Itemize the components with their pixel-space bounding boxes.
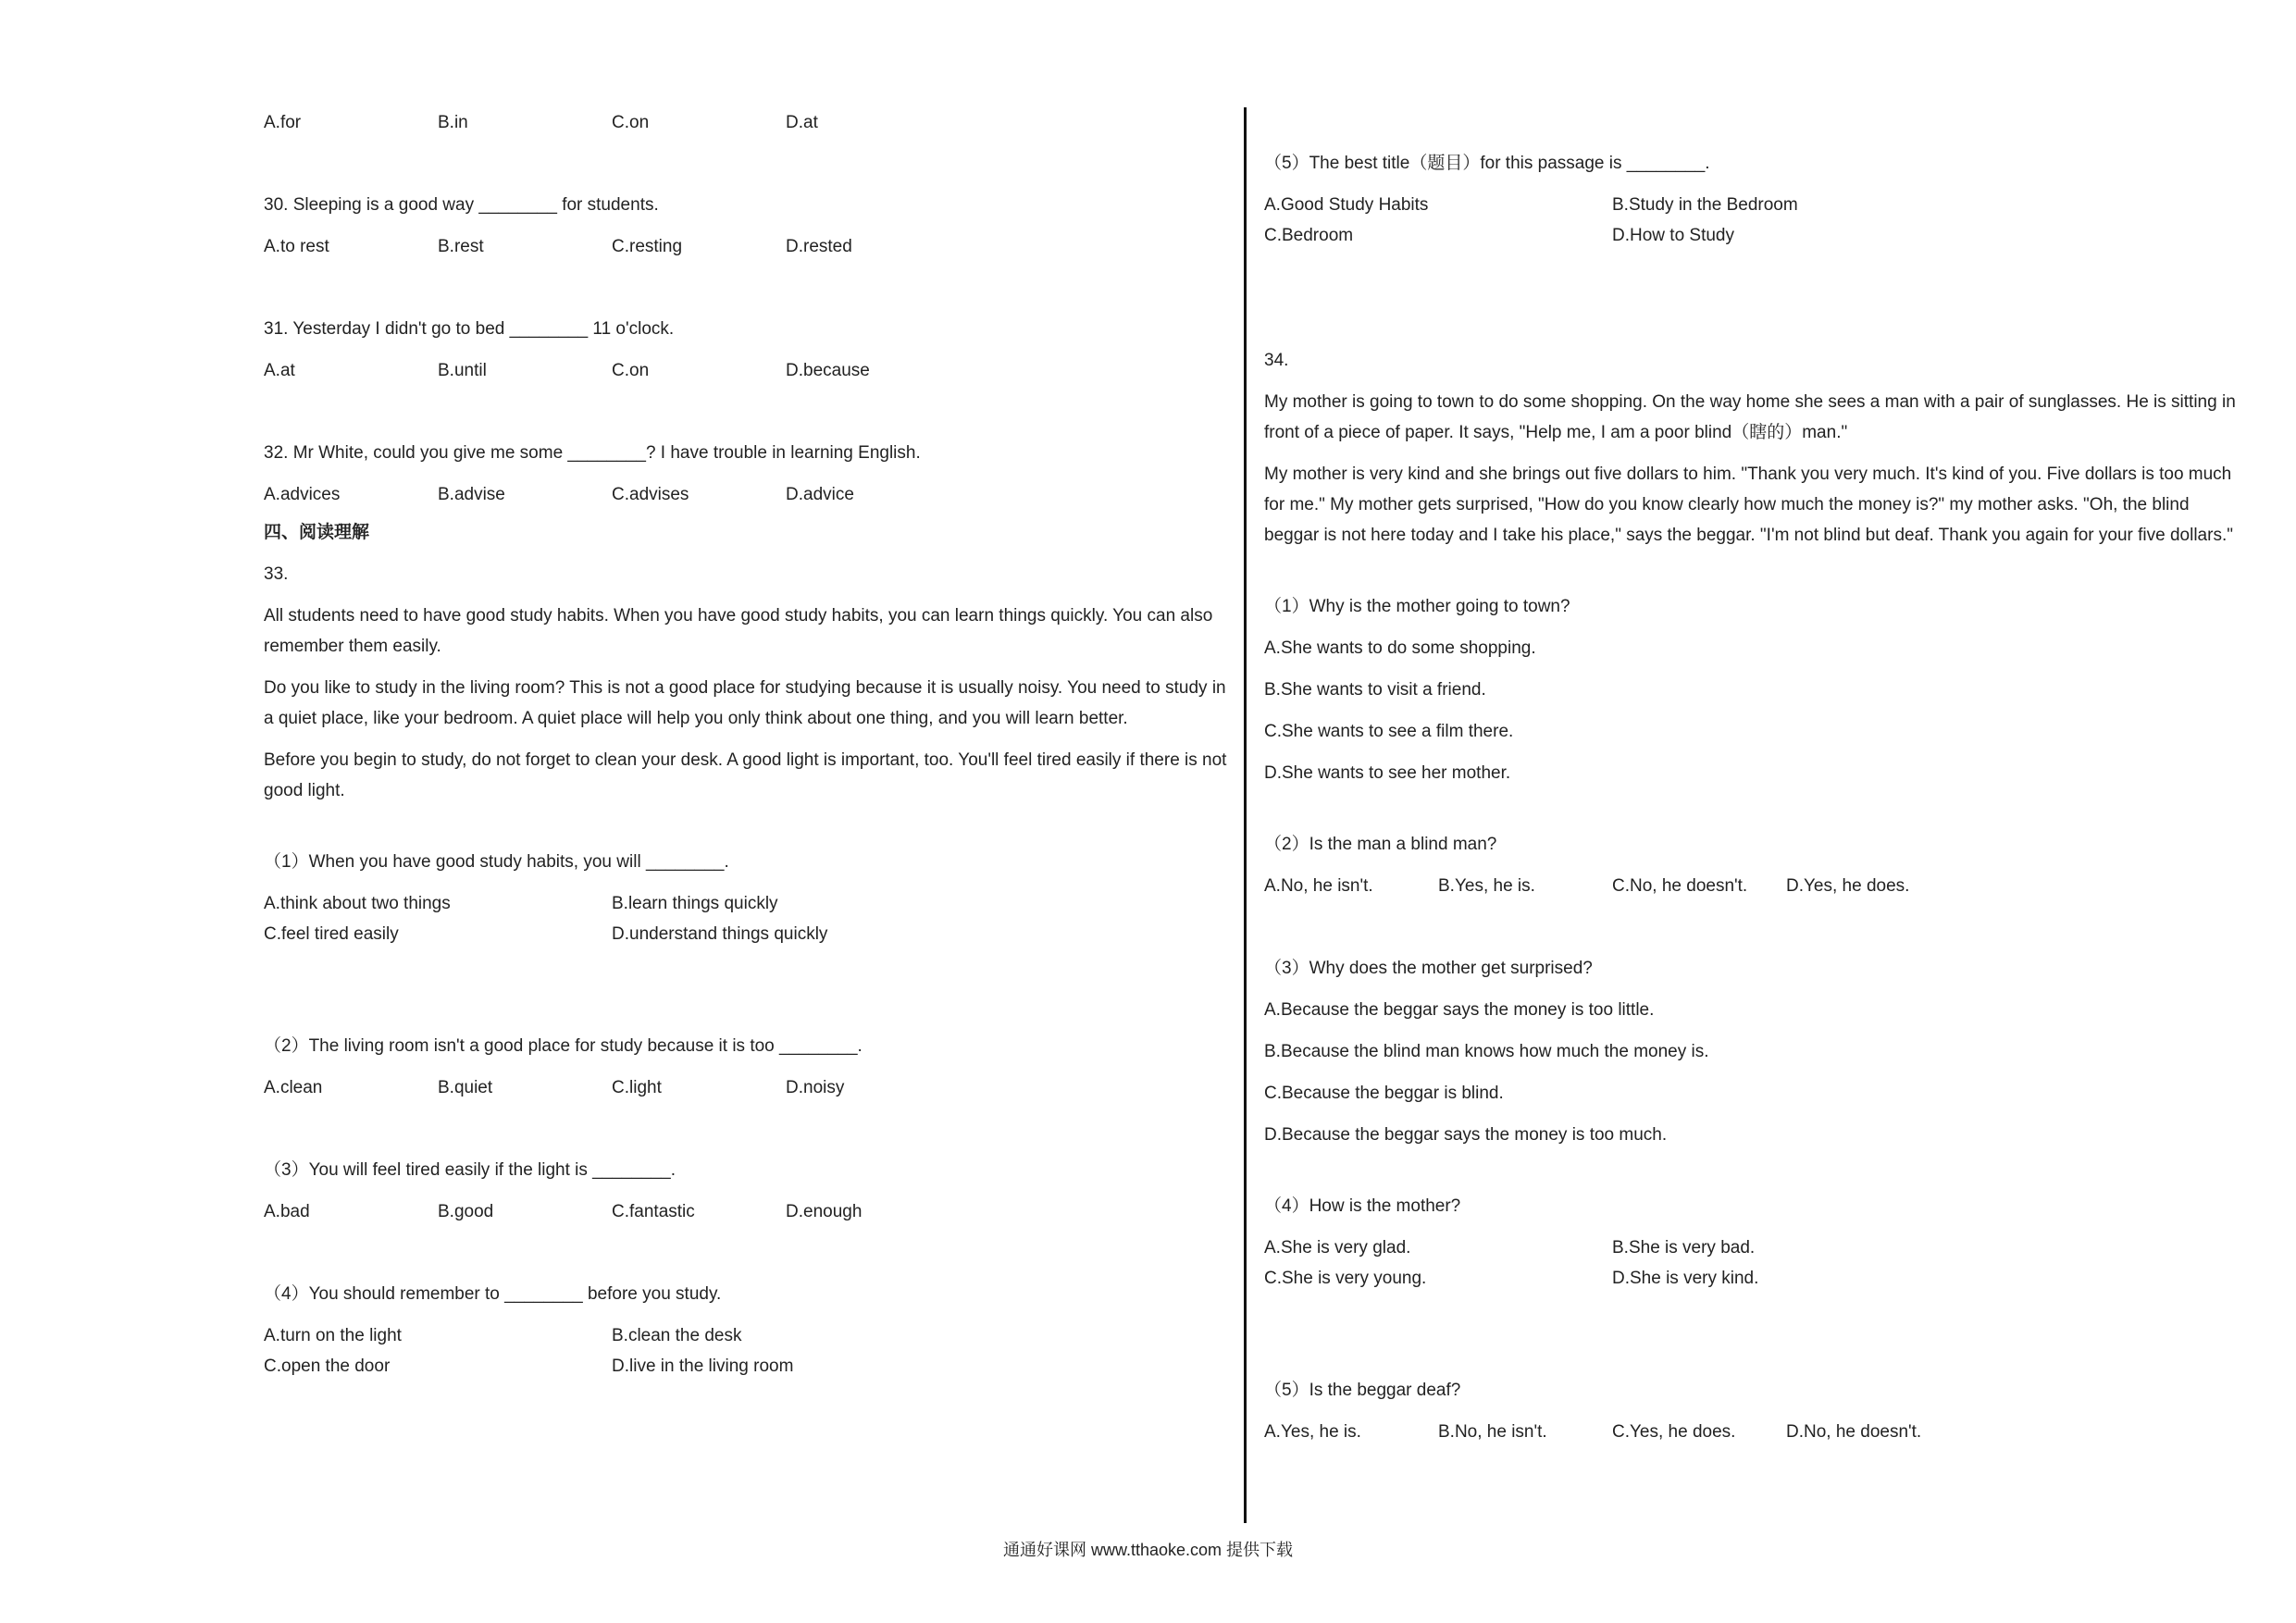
option: C.light	[612, 1078, 662, 1097]
q34-sub2-options	[1264, 871, 2236, 901]
q30-options	[264, 231, 1231, 262]
q34-sub5-stem: （5）Is the beggar deaf?	[1264, 1381, 1461, 1400]
q33-sub1-stem: （1）When you have good study habits, you will ________.	[264, 852, 729, 872]
option: B.She is very bad.	[1612, 1238, 1756, 1258]
option: C.on	[612, 361, 650, 380]
option: B.advise	[438, 485, 505, 504]
option: A.turn on the light	[264, 1326, 402, 1345]
q33-sub5-options	[1264, 190, 2236, 251]
option: A.bad	[264, 1202, 310, 1221]
q33-sub4-stem: （4）You should remember to ________ before you study.	[264, 1284, 722, 1304]
q34-sub3-options	[1264, 995, 2236, 1150]
option: A.for	[264, 113, 302, 132]
option: D.understand things quickly	[612, 924, 828, 944]
option: A.advices	[264, 485, 341, 504]
option: B.quiet	[438, 1078, 493, 1097]
option: A.She wants to do some shopping.	[1264, 638, 1536, 658]
q34-paragraph: My mother is going to town to do some shopping. On the way home she sees a man with a pair of sunglasses. He is sitting in front of a piece of paper. It says, "Help me, I am a poor blind（瞎的）man."	[1264, 392, 2236, 442]
option: D.How to Study	[1612, 226, 1734, 245]
q29-options	[264, 107, 1231, 138]
q34-sub4-stem: （4）How is the mother?	[1264, 1196, 1461, 1216]
option: B.She wants to visit a friend.	[1264, 680, 1486, 700]
option: D.She wants to see her mother.	[1264, 763, 1511, 783]
q32-stem: 32. Mr White, could you give me some ________? I have trouble in learning English.	[264, 443, 921, 463]
option: D.She is very kind.	[1612, 1269, 1759, 1288]
q33-number: 33.	[264, 564, 289, 584]
q33-sub3-options	[264, 1196, 1231, 1227]
right-column	[1264, 148, 2236, 1447]
q34-sub3-stem: （3）Why does the mother get surprised?	[1264, 959, 1593, 978]
option: C.Yes, he does.	[1612, 1422, 1736, 1442]
option: B.clean the desk	[612, 1326, 742, 1345]
option: D.Because the beggar says the money is too much.	[1264, 1125, 1668, 1145]
q31-options	[264, 355, 1231, 386]
option: B.until	[438, 361, 487, 380]
option: D.Yes, he does.	[1786, 876, 1910, 896]
option: C.resting	[612, 237, 683, 256]
option: B.rest	[438, 237, 484, 256]
option: B.No, he isn't.	[1438, 1422, 1547, 1442]
option: C.No, he doesn't.	[1612, 876, 1748, 896]
option: D.enough	[786, 1202, 863, 1221]
option: A.Because the beggar says the money is too little.	[1264, 1000, 1655, 1020]
q32-options	[264, 479, 1231, 510]
option: B.in	[438, 113, 468, 132]
option: D.at	[786, 113, 818, 132]
q31-stem: 31. Yesterday I didn't go to bed ________ 11 o'clock.	[264, 319, 675, 339]
q33-paragraph: Do you like to study in the living room? This is not a good place for studying because it is usually noisy. You need to study in a quiet place, like your bedroom. A quiet place will help you only think about one thing, and you will learn better.	[264, 678, 1226, 728]
option: C.open the door	[264, 1357, 391, 1376]
option: A.Good Study Habits	[1264, 195, 1429, 215]
option: A.think about two things	[264, 894, 451, 913]
option: D.No, he doesn't.	[1786, 1422, 1922, 1442]
option: A.to rest	[264, 237, 329, 256]
page-footer: 通通好课网 www.tthaoke.com 提供下载	[1002, 1541, 1294, 1559]
option: A.Yes, he is.	[1264, 1422, 1361, 1442]
option: C.on	[612, 113, 650, 132]
q34-number: 34.	[1264, 351, 1289, 370]
column-divider	[1244, 107, 1247, 1523]
q34-sub1-options	[1264, 633, 2236, 788]
option: A.at	[264, 361, 295, 380]
option: C.Because the beggar is blind.	[1264, 1084, 1504, 1103]
option: A.No, he isn't.	[1264, 876, 1373, 896]
q34-sub1-stem: （1）Why is the mother going to town?	[1264, 597, 1570, 616]
option: C.fantastic	[612, 1202, 695, 1221]
q33-paragraph: All students need to have good study habits. When you have good study habits, you can learn things quickly. You can also remember them easily.	[264, 606, 1213, 656]
option: D.because	[786, 361, 870, 380]
option: D.noisy	[786, 1078, 845, 1097]
q33-paragraph: Before you begin to study, do not forget to clean your desk. A good light is important, too. You'll feel tired easily if there is not good light.	[264, 750, 1227, 800]
q33-sub4-options	[264, 1320, 1231, 1381]
q33-sub2-options	[264, 1072, 1231, 1103]
option: B.Yes, he is.	[1438, 876, 1535, 896]
option: B.Study in the Bedroom	[1612, 195, 1798, 215]
section-heading: 四、阅读理解	[264, 523, 370, 542]
q34-paragraph: My mother is very kind and she brings out five dollars to him. "Thank you very much. It's kind of you. Five dollars is too much for me." My mother gets surprised, "How do you know clearly how much the money is?" my mother asks. "Oh, the blind beggar is not here today and I take his place," says the beggar. "I'm not blind but deaf. Thank you again for your five dollars."	[1264, 465, 2233, 545]
q33-sub2-stem: （2）The living room isn't a good place for study because it is too ________.	[264, 1036, 863, 1056]
q33-sub5-stem: （5）The best title（题目）for this passage is ________.	[1264, 154, 1710, 173]
option: B.learn things quickly	[612, 894, 778, 913]
option: A.clean	[264, 1078, 323, 1097]
option: C.Bedroom	[1264, 226, 1354, 245]
option: C.feel tired easily	[264, 924, 399, 944]
option: D.live in the living room	[612, 1357, 794, 1376]
option: C.She wants to see a film there.	[1264, 722, 1514, 741]
q34-sub4-options	[1264, 1233, 2236, 1294]
option: A.She is very glad.	[1264, 1238, 1411, 1258]
q33-sub1-options	[264, 888, 1231, 949]
q34-sub2-stem: （2）Is the man a blind man?	[1264, 835, 1497, 854]
option: C.advises	[612, 485, 689, 504]
q30-stem: 30. Sleeping is a good way ________ for students.	[264, 195, 659, 215]
left-column	[264, 107, 1231, 1381]
option: C.She is very young.	[1264, 1269, 1427, 1288]
q34-sub5-options	[1264, 1417, 2236, 1447]
option: D.rested	[786, 237, 852, 256]
option: B.good	[438, 1202, 494, 1221]
option: B.Because the blind man knows how much the money is.	[1264, 1042, 1709, 1061]
q33-sub3-stem: （3）You will feel tired easily if the light is ________.	[264, 1160, 676, 1180]
option: D.advice	[786, 485, 854, 504]
